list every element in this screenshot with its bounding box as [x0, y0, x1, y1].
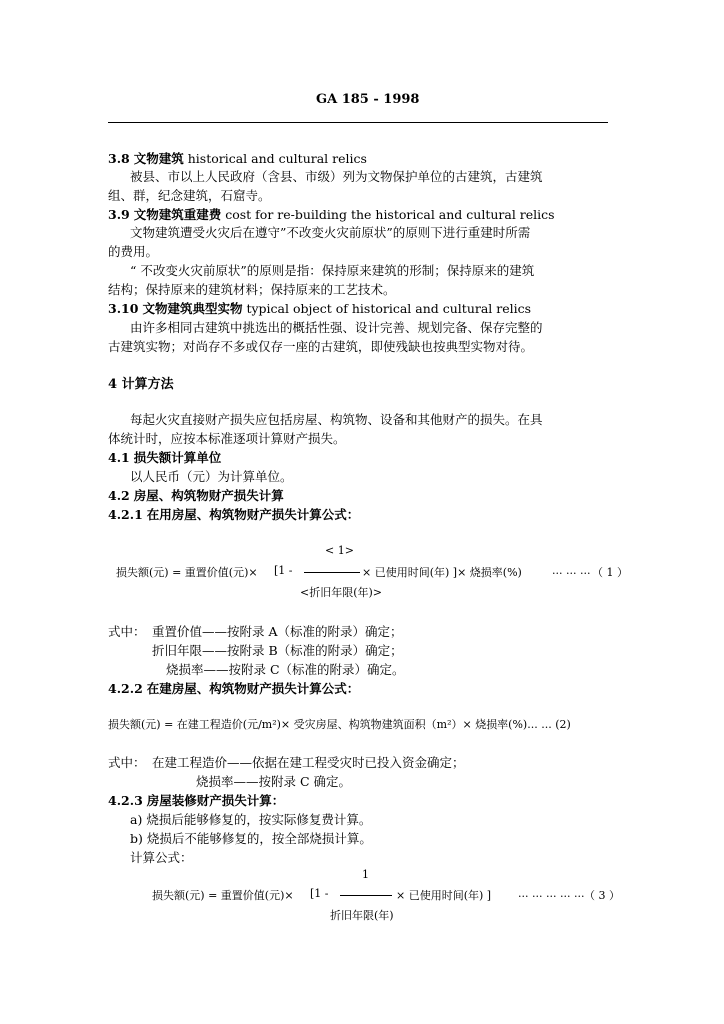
clause-english-title: historical and cultural relics	[187, 151, 367, 166]
list-item-b	[130, 829, 372, 847]
where-item: 在建工程造价——依据在建工程受灾时已投入资金确定；	[152, 755, 465, 770]
where-item: 折旧年限——按附录 B（标准的附录）确定；	[152, 643, 403, 658]
clause-number: 4.2.1	[108, 507, 143, 522]
list-item-a	[130, 810, 371, 828]
clause-4-1-heading	[108, 448, 221, 466]
clause-number: 3.9	[108, 207, 130, 222]
formula-3-lhs: 损失额(元) = 重置价值(元)×	[152, 889, 294, 902]
where-label: 式中：	[108, 755, 146, 770]
clause-3-10-heading	[108, 299, 531, 317]
formula-1-fraction-bar	[304, 572, 360, 573]
paragraph-line: 古建筑实物；对尚存不多或仅存一座的古建筑，即使残缺也按典型实物对待。	[108, 339, 534, 354]
clause-number: 3.10	[108, 301, 139, 316]
paragraph-line: 文物建筑遭受火灾后在遵守”不改变火灾前原状”的原则下进行重建时所需	[130, 225, 531, 240]
clause-3-9-heading	[108, 205, 555, 223]
standard-code: GA 185 - 1998	[316, 92, 420, 107]
paragraph-line: 组、群，纪念建筑，石窟寺。	[108, 188, 271, 203]
calc-formula-label: 计算公式：	[130, 850, 193, 865]
formula-3-bracket: [1 -	[310, 887, 329, 900]
clause-3-8-heading	[108, 149, 367, 167]
list-text: 烧损后不能够修复的，按全部烧损计算。	[146, 831, 372, 846]
list-text: 烧损后能够修复的，按实际修复费计算。	[146, 812, 372, 827]
list-marker: b)	[130, 831, 143, 846]
section-4-heading: 4 计算方法	[108, 377, 174, 392]
clause-number: 4.1	[108, 450, 130, 465]
paragraph-line: 被县、市以上人民政府（含县、市级）列为文物保护单位的古建筑，古建筑	[130, 169, 543, 184]
clause-english-title: typical object of historical and cultural relics	[246, 301, 532, 316]
formula-3-number: （ 3 ）	[584, 889, 620, 902]
clause-title: 在用房屋、构筑物财产损失计算公式：	[146, 507, 360, 522]
header-divider	[108, 122, 608, 123]
formula-1-lhs: 损失额(元) = 重置价值(元)×	[116, 566, 258, 579]
paragraph-line: 结构；保持原来的建筑材料；保持原来的工艺技术。	[108, 282, 396, 297]
clause-number: 4.2.3	[108, 793, 143, 808]
paragraph-line: 的费用。	[108, 244, 159, 259]
clause-number: 3.8	[108, 151, 130, 166]
formula-2: 损失额(元) = 在建工程造价(元/m²)× 受灾房屋、构筑物建筑面积（m²）× 烧损率(%)... ... (2)	[108, 718, 571, 731]
paragraph-line: 以人民币（元）为计算单位。	[130, 469, 293, 484]
list-marker: a)	[130, 812, 143, 827]
formula-1-number: （ 1 ）	[592, 566, 628, 579]
formula-1-denominator: <折旧年限(年)>	[300, 586, 383, 599]
clause-title: 文物建筑典型实物	[142, 301, 243, 316]
paragraph-line: 体统计时，应按本标准逐项计算财产损失。	[108, 431, 346, 446]
clause-title: 文物建筑	[133, 151, 184, 166]
clause-english-title: cost for re-building the historical and cultural relics	[225, 207, 555, 222]
where-item: 重置价值——按附录 A（标准的附录）确定；	[152, 624, 403, 639]
where-item: 烧损率——按附录 C 确定。	[196, 774, 352, 789]
where-item: 烧损率——按附录 C（标准的附录）确定。	[166, 662, 405, 677]
formula-1-numerator: < 1>	[325, 544, 354, 557]
clause-4-2-heading	[108, 486, 284, 504]
formula-3-fraction-bar	[340, 895, 392, 896]
clause-4-2-1-heading	[108, 505, 359, 523]
paragraph-line: 由许多相同古建筑中挑选出的概括性强、设计完善、规划完备、保存完整的	[130, 320, 543, 335]
paragraph-line: “ 不改变火灾前原状”的原则是指：保持原来建筑的形制；保持原来的建筑	[130, 263, 535, 278]
formula-1-dots: ... ... ...	[552, 564, 591, 577]
clause-title: 房屋装修财产损失计算：	[146, 793, 285, 808]
clause-4-2-3-heading	[108, 791, 284, 809]
clause-title: 损失额计算单位	[133, 450, 222, 465]
paragraph-line: 每起火灾直接财产损失应包括房屋、构筑物、设备和其他财产的损失。在具	[130, 412, 543, 427]
formula-3-dots: ... ... ... ... ...	[518, 887, 585, 900]
formula-1-bracket: [1 -	[274, 564, 293, 577]
clause-title: 在建房屋、构筑物财产损失计算公式：	[146, 681, 360, 696]
formula-1-rest: × 已使用时间(年) ]× 烧损率(%)	[362, 566, 522, 579]
clause-number: 4.2.2	[108, 681, 143, 696]
formula-3-rest: × 已使用时间(年) ]	[396, 889, 492, 902]
clause-title: 房屋、构筑物财产损失计算	[133, 488, 284, 503]
formula-3-denominator: 折旧年限(年)	[330, 909, 394, 922]
clause-4-2-2-heading	[108, 679, 359, 697]
formula-3-numerator: 1	[362, 868, 369, 881]
clause-title: 文物建筑重建费	[133, 207, 222, 222]
where-label: 式中：	[108, 624, 146, 639]
clause-number: 4.2	[108, 488, 130, 503]
